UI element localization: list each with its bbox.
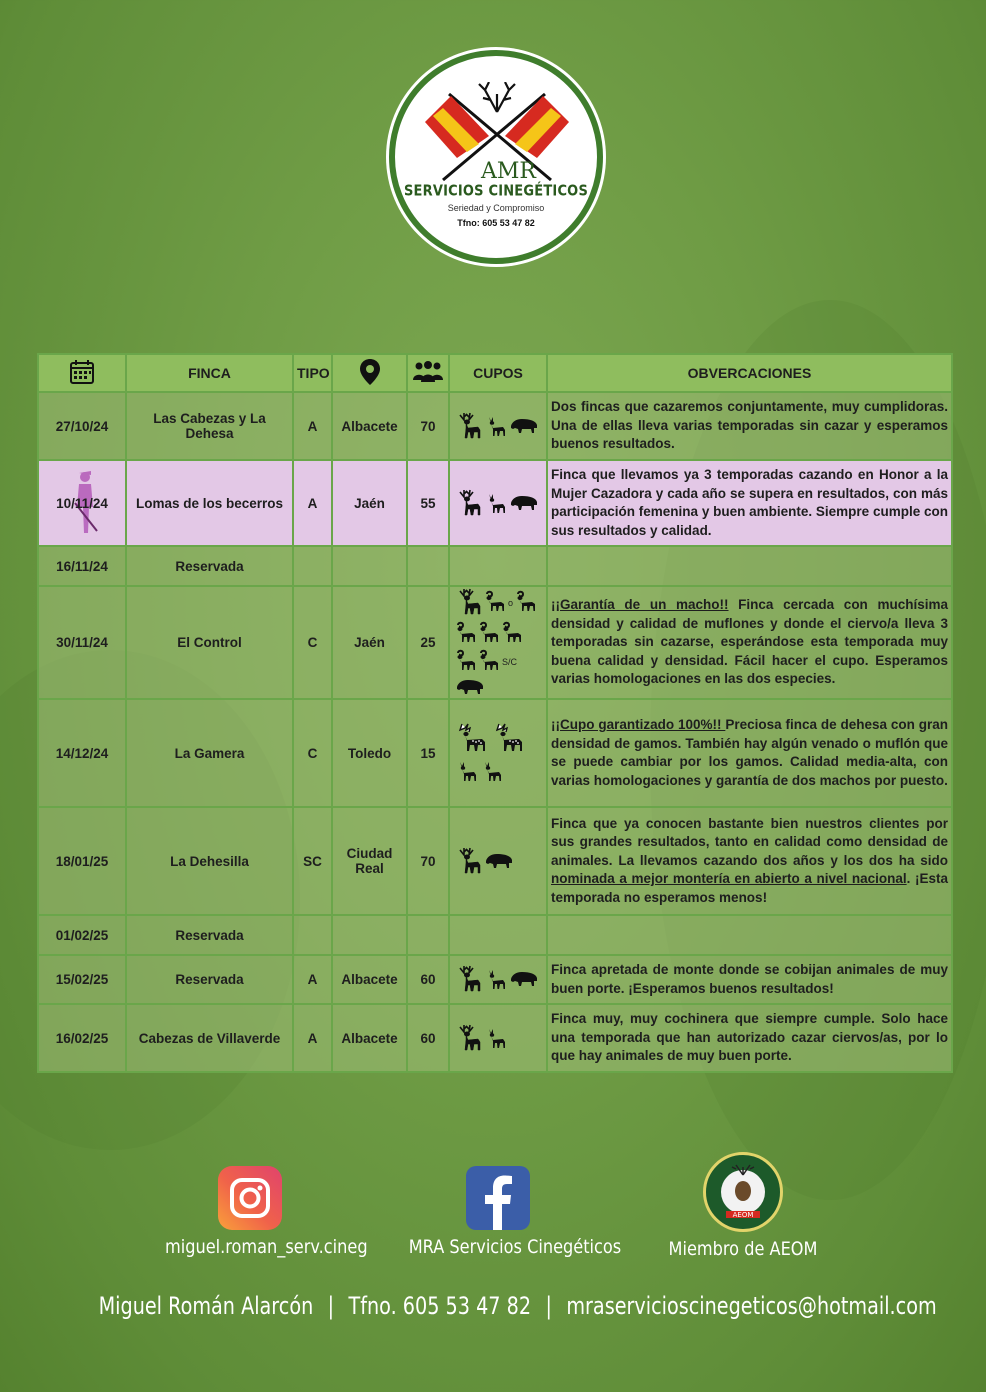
aeom-block [650, 1166, 836, 1260]
stag-icon [456, 964, 482, 995]
row-num: 60 [407, 955, 449, 1004]
table-row [38, 807, 952, 915]
row-num: 70 [407, 392, 449, 460]
row-date [38, 915, 126, 955]
header-people [407, 354, 449, 392]
instagram-label[interactable]: miguel.roman_serv.cineg [165, 1236, 368, 1258]
table-row [38, 699, 952, 807]
row-lugar: Albacete [332, 955, 407, 1004]
obs-highlight: ¡¡Garantía de un macho!! [551, 597, 729, 613]
row-date-text: 15/02/25 [55, 972, 109, 987]
hind-icon [481, 758, 503, 785]
row-cupos [449, 699, 547, 807]
row-num: 15 [407, 699, 449, 807]
stag-icon [456, 1023, 482, 1054]
obs-highlight: nominada a mejor montería en abierto a nivel nacional [551, 871, 907, 887]
table-row [38, 392, 952, 460]
row-obs [547, 807, 952, 915]
stag-icon [456, 846, 482, 877]
row-cupos [449, 955, 547, 1004]
row-num [407, 915, 449, 955]
row-tipo: A [293, 955, 332, 1004]
fallow-icon [456, 722, 490, 755]
row-num: 70 [407, 807, 449, 915]
location-pin-icon [360, 359, 380, 385]
row-finca: Lomas de los becerros [126, 460, 293, 546]
row-date [38, 546, 126, 586]
header-tipo: TIPO [293, 354, 332, 392]
mouflon-icon [456, 621, 476, 646]
aeom-badge-icon [703, 1152, 783, 1232]
row-date-text: 18/01/25 [55, 853, 109, 869]
header-cupos: CUPOS [449, 354, 547, 392]
row-lugar: Albacete [332, 392, 407, 460]
row-lugar: Ciudad Real [332, 807, 407, 915]
row-date-text: 16/02/25 [55, 1030, 109, 1046]
row-date-text: 14/12/24 [55, 745, 109, 761]
row-cupos [449, 392, 547, 460]
row-date [38, 955, 126, 1004]
row-lugar: Jaén [332, 460, 407, 546]
footer-email[interactable]: mraservicioscinegeticos@hotmail.com [566, 1292, 937, 1320]
row-lugar [332, 915, 407, 955]
hind-icon [485, 1025, 507, 1052]
stag-icon [456, 587, 482, 618]
row-lugar: Toledo [332, 699, 407, 807]
row-date [38, 586, 126, 699]
row-finca: Las Cabezas y La Dehesa [126, 392, 293, 460]
mouflon-icon [456, 649, 476, 674]
obs-text: Dos fincas que cazaremos conjuntamente, muy cumplidoras. Una de ellas lleva varias temporadas sin cazar y esperamos buenos resultados. [551, 399, 948, 452]
row-cupos [449, 1004, 547, 1072]
obs-text: Finca apretada de monte donde se cobijan animales de muy buen porte. ¡Esperamos buenos resultados! [551, 962, 948, 996]
row-tipo [293, 915, 332, 955]
crossed-flags-icon [419, 82, 575, 182]
svg-text:AMR: AMR [481, 159, 536, 182]
hunting-schedule-table [37, 353, 953, 1073]
facebook-icon[interactable] [466, 1166, 530, 1230]
table-header-row [38, 354, 952, 392]
boar-icon [510, 493, 538, 514]
aeom-badge-text: AEOM [732, 1211, 754, 1219]
instagram-block[interactable] [150, 1166, 368, 1258]
row-num [407, 546, 449, 586]
footer-phone: Tfno. 605 53 47 82 [348, 1292, 532, 1320]
brand-tagline: Seriedad y Compromiso [447, 203, 545, 213]
obs-text: Finca cercada con muchísima densidad y calidad de muflones y donde el ciervo/a lleva 3 temporadas sin cazarse, esperándose esta temporada muy buena calidad y densidad. Fácil hacer el cupo. Esperamos varias homologaciones en las dos especies. [551, 597, 948, 687]
row-obs [547, 699, 952, 807]
table-row [38, 546, 952, 586]
row-date [38, 1004, 126, 1072]
row-num: 55 [407, 460, 449, 546]
boar-icon [456, 677, 484, 698]
mouflon-icon [485, 590, 505, 615]
row-finca: Reservada [126, 955, 293, 1004]
facebook-block[interactable] [393, 1166, 622, 1258]
row-tipo: A [293, 392, 332, 460]
row-cupos [449, 915, 547, 955]
row-tipo: C [293, 586, 332, 699]
row-date-text: 27/10/24 [55, 418, 109, 434]
row-finca: Reservada [126, 915, 293, 955]
obs-text: Finca muy, muy cochinera que siempre cumple. Solo hace una temporada que han autorizado cazar ciervos/as, por lo que hay animales de muy buen porte. [551, 1011, 948, 1064]
obs-text: Finca que llevamos ya 3 temporadas cazando en Honor a la Mujer Cazadora y cada año se supera en resultados, con más participación femenina y buen ambiente. Siempre cumple con sus resultados y calidad. [551, 467, 948, 538]
hind-icon [485, 966, 507, 993]
row-num: 60 [407, 1004, 449, 1072]
row-num: 25 [407, 586, 449, 699]
row-tipo [293, 546, 332, 586]
obs-text: . ¡Esta temporada no esperamos menos! [551, 871, 948, 905]
row-finca: El Control [126, 586, 293, 699]
table-row [38, 460, 952, 546]
header-date [38, 354, 126, 392]
hind-icon [456, 758, 478, 785]
cupos-text: S/C [502, 656, 518, 667]
hind-icon [485, 413, 507, 440]
row-tipo: C [293, 699, 332, 807]
boar-icon [485, 851, 513, 872]
header-obs: OBVERCACIONES [547, 354, 952, 392]
row-finca: La Dehesilla [126, 807, 293, 915]
table-row [38, 586, 952, 699]
row-tipo: SC [293, 807, 332, 915]
row-cupos [449, 807, 547, 915]
row-lugar: Jaén [332, 586, 407, 699]
row-tipo: A [293, 1004, 332, 1072]
footer-separator: | [327, 1292, 335, 1320]
hind-icon [485, 490, 507, 517]
obs-highlight: ¡¡Cupo garantizado 100%!! [551, 717, 726, 732]
row-obs [547, 460, 952, 546]
footer-contact [98, 1292, 937, 1320]
row-obs [547, 392, 952, 460]
footer-name: Miguel Román Alarcón [98, 1292, 314, 1320]
row-lugar [332, 546, 407, 586]
row-date-text: 10/11/24 [56, 495, 108, 511]
mouflon-icon [502, 621, 522, 646]
row-finca: Reservada [126, 546, 293, 586]
stag-icon [456, 411, 482, 442]
mouflon-icon [479, 649, 499, 674]
row-cupos [449, 546, 547, 586]
row-tipo: A [293, 460, 332, 546]
row-date-text: 01/02/25 [55, 927, 109, 943]
row-date [38, 807, 126, 915]
row-date-text: 16/11/24 [56, 558, 108, 574]
row-lugar: Albacete [332, 1004, 407, 1072]
row-obs [547, 1004, 952, 1072]
row-obs [547, 915, 952, 955]
row-date [38, 699, 126, 807]
table-row [38, 915, 952, 955]
table-row [38, 955, 952, 1004]
row-date-text: 30/11/24 [56, 635, 108, 650]
row-obs [547, 546, 952, 586]
brand-name: SERVICIOS CINEGÉTICOS [403, 182, 589, 201]
boar-icon [510, 969, 538, 990]
table-row [38, 1004, 952, 1072]
row-cupos [449, 460, 547, 546]
fallow-icon [493, 722, 527, 755]
boar-icon [510, 416, 538, 437]
people-icon [413, 360, 443, 384]
brand-logo [389, 50, 603, 264]
mouflon-icon [516, 590, 536, 615]
row-cupos [449, 586, 547, 699]
header-location [332, 354, 407, 392]
row-finca: La Gamera [126, 699, 293, 807]
row-date [38, 460, 126, 546]
instagram-icon[interactable] [218, 1166, 282, 1230]
row-finca: Cabezas de Villaverde [126, 1004, 293, 1072]
brand-phone: Tfno: 605 53 47 82 [457, 218, 535, 228]
cupos-text: o [508, 597, 514, 608]
aeom-label: Miembro de AEOM [668, 1238, 818, 1260]
footer-separator: | [545, 1292, 552, 1320]
facebook-label[interactable]: MRA Servicios Cinegéticos [408, 1236, 622, 1258]
row-date [38, 392, 126, 460]
mouflon-icon [479, 621, 499, 646]
calendar-icon [69, 359, 95, 385]
stag-icon [456, 488, 482, 519]
obs-text: Preciosa finca de dehesa con gran densidad de gamos. También hay algún venado o muflón que se puede cambiar por los gamos. Calidad media-alta, con varias homologaciones y garantía de dos machos por puesto. [551, 717, 949, 788]
obs-text: Finca que ya conocen bastante bien nuestros clientes por sus grandes resultados, tanto en calidad como densidad de animales. La llevamos cazando dos años y los dos ha sido [551, 815, 948, 868]
row-obs [547, 955, 952, 1004]
header-finca: FINCA [126, 354, 293, 392]
row-obs [547, 586, 952, 699]
